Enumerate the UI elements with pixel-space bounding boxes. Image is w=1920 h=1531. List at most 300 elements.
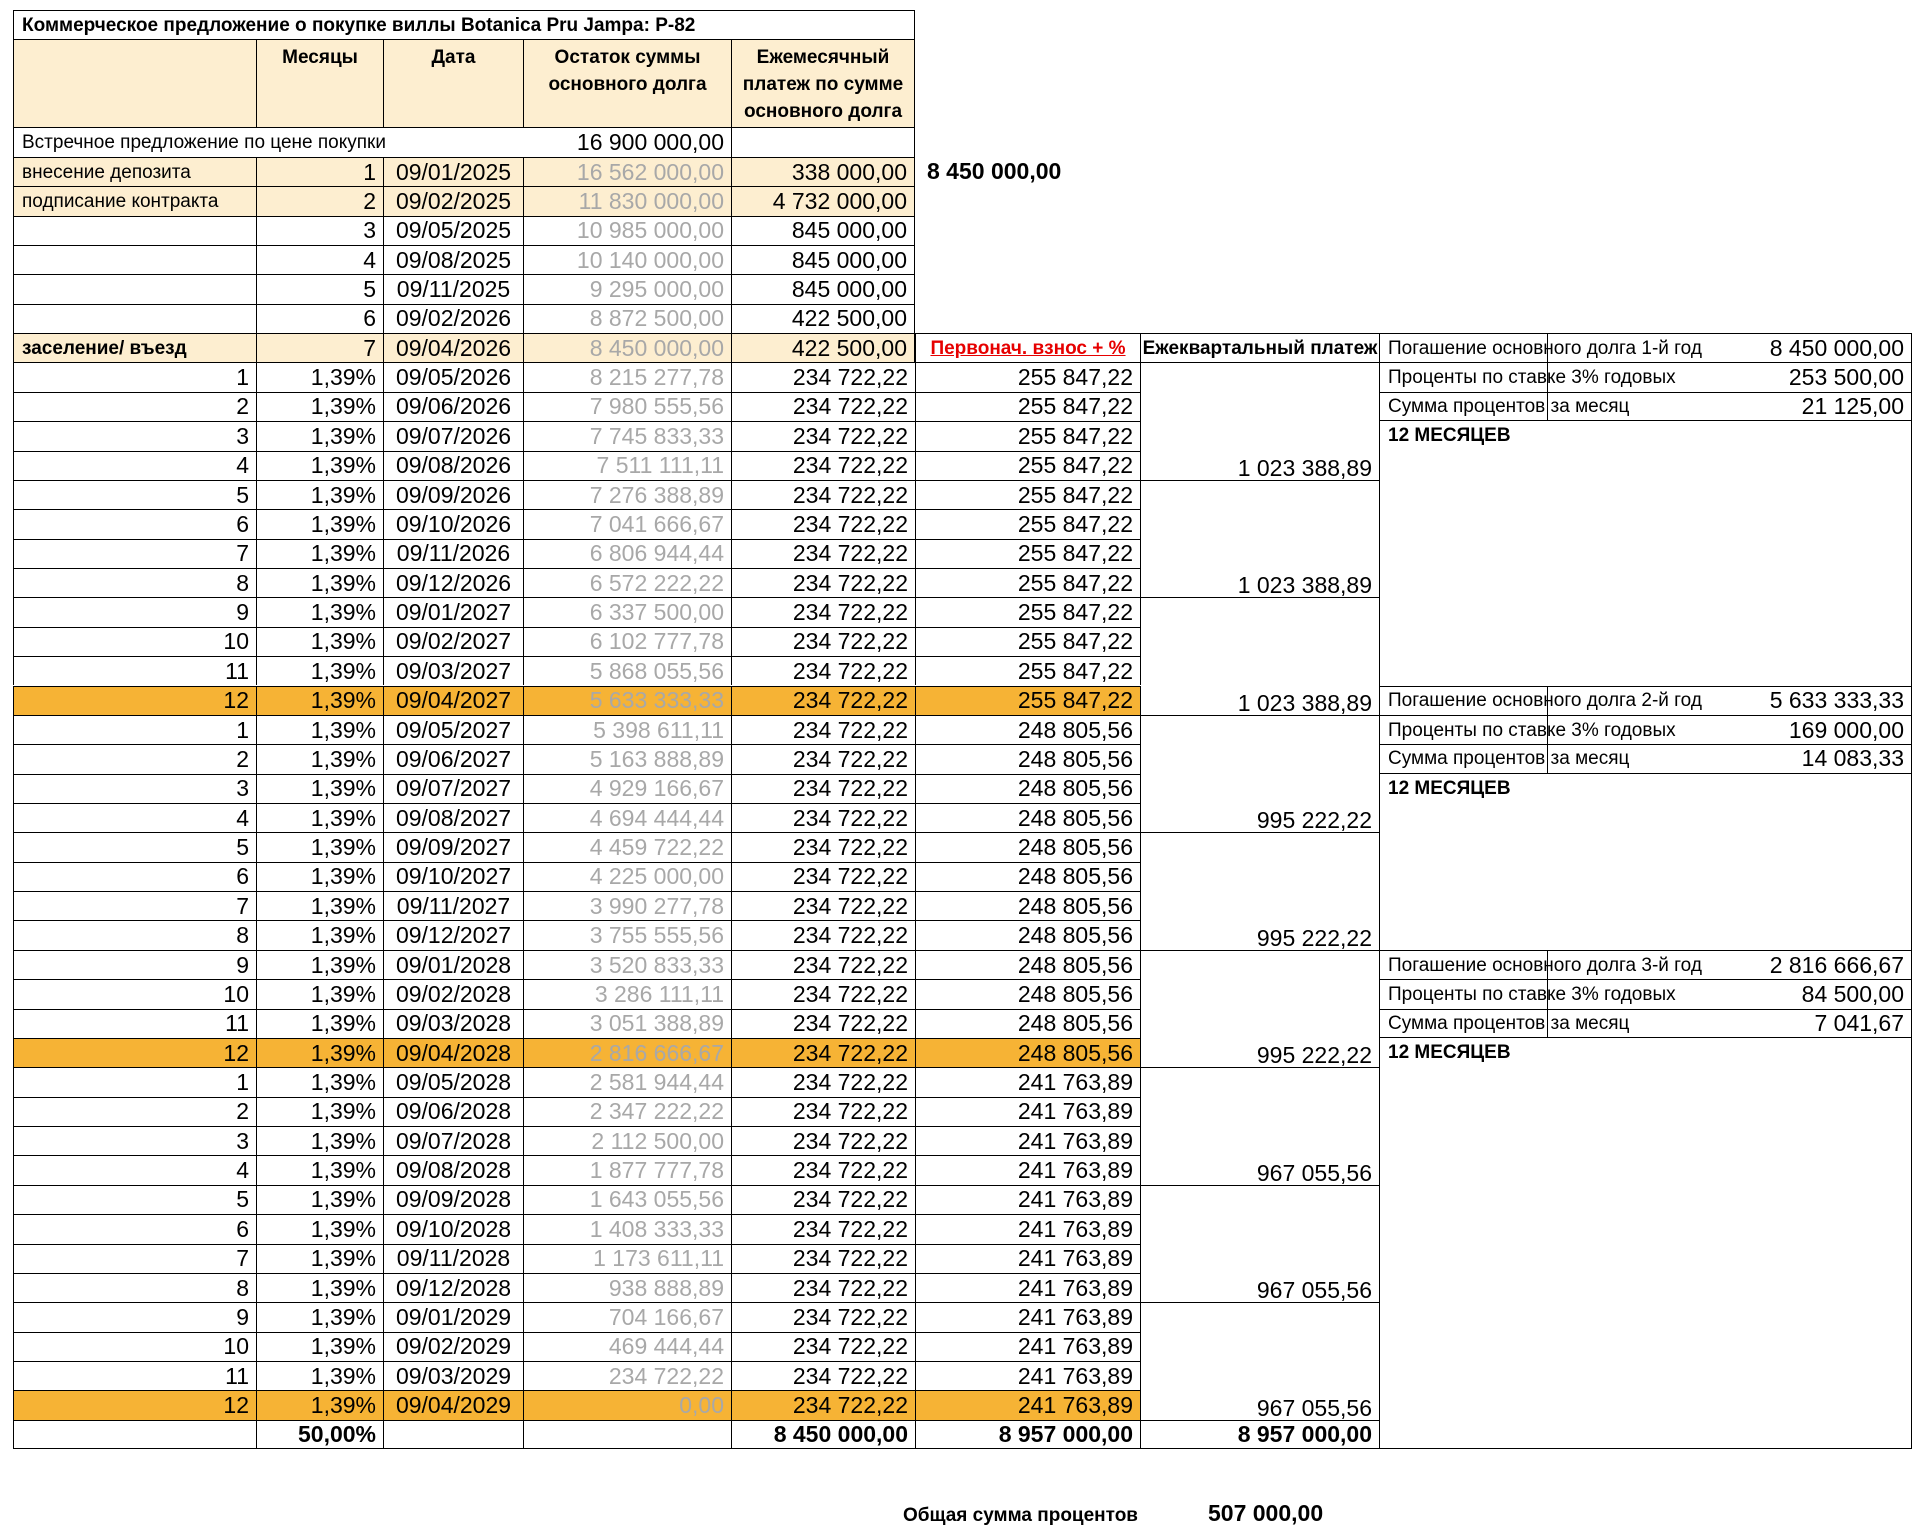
monthly-payment: 234 722,22 — [731, 891, 915, 920]
principal-balance: 4 929 166,67 — [523, 774, 731, 803]
payment-date: 09/02/2025 — [383, 186, 523, 215]
principal-balance: 5 868 055,56 — [523, 656, 731, 685]
payment-with-interest: 241 763,89 — [915, 1126, 1141, 1155]
monthly-payment: 234 722,22 — [731, 744, 915, 773]
interest-percent: 1,39% — [256, 774, 383, 803]
row-number: 3 — [13, 421, 256, 450]
interest-percent: 1,39% — [256, 480, 383, 509]
interest-percent: 1,39% — [256, 392, 383, 421]
summary-monthly-label: Сумма процентов за месяц — [1380, 1009, 1547, 1038]
row-number: 8 — [13, 920, 256, 949]
row-number: 7 — [13, 1244, 256, 1273]
stage-label — [13, 216, 256, 245]
payment-with-interest: 255 847,22 — [915, 568, 1141, 597]
payment-date: 09/11/2028 — [383, 1244, 523, 1273]
payment-date: 09/09/2026 — [383, 480, 523, 509]
stage-label — [13, 245, 256, 274]
summary-principal-label: Погашение основного долга 3-й год — [1380, 950, 1547, 979]
payment-with-interest: 248 805,56 — [915, 774, 1141, 803]
row-number: 10 — [13, 1332, 256, 1361]
total-interest-label: Общая сумма процентов — [902, 1504, 1138, 1526]
header-balance: Остаток суммы основного долга — [523, 39, 731, 127]
totals-blank — [523, 1420, 731, 1449]
monthly-payment: 234 722,22 — [731, 979, 915, 1008]
header-initial: Первонач. взнос + % — [915, 333, 1141, 362]
payment-date: 09/09/2028 — [383, 1185, 523, 1214]
row-number: 5 — [13, 1185, 256, 1214]
summary-interest-label: Проценты по ставке 3% годовых — [1380, 362, 1547, 391]
row-number: 9 — [13, 950, 256, 979]
principal-balance: 4 459 722,22 — [523, 832, 731, 861]
principal-balance: 10 140 000,00 — [523, 245, 731, 274]
summary-interest-value: 84 500,00 — [1547, 979, 1912, 1008]
total-percent: 50,00% — [256, 1420, 383, 1449]
payment-date: 09/04/2028 — [383, 1038, 523, 1067]
payment-date: 09/03/2027 — [383, 656, 523, 685]
interest-percent: 1,39% — [256, 539, 383, 568]
interest-percent: 1,39% — [256, 862, 383, 891]
row-number: 7 — [13, 539, 256, 568]
payment-with-interest: 255 847,22 — [915, 421, 1141, 450]
interest-percent: 1,39% — [256, 1214, 383, 1243]
interest-percent: 1,39% — [256, 950, 383, 979]
principal-balance: 6 572 222,22 — [523, 568, 731, 597]
payment-with-interest: 255 847,22 — [915, 656, 1141, 685]
summary-monthly-value: 7 041,67 — [1547, 1009, 1912, 1038]
payment-with-interest: 248 805,56 — [915, 715, 1141, 744]
payment-date: 09/07/2027 — [383, 774, 523, 803]
month-number: 5 — [256, 274, 383, 303]
payment-date: 09/12/2027 — [383, 920, 523, 949]
monthly-payment: 234 722,22 — [731, 1302, 915, 1331]
payment-with-interest: 241 763,89 — [915, 1244, 1141, 1273]
interest-percent: 1,39% — [256, 568, 383, 597]
monthly-payment: 422 500,00 — [731, 304, 915, 333]
monthly-payment: 234 722,22 — [731, 1155, 915, 1184]
quarterly-payment: 995 222,22 — [1141, 950, 1380, 1067]
row-number: 2 — [13, 744, 256, 773]
monthly-payment: 234 722,22 — [731, 480, 915, 509]
row-number: 3 — [13, 774, 256, 803]
payment-with-interest: 255 847,22 — [915, 539, 1141, 568]
summary-months: 12 МЕСЯЦЕВ — [1388, 1042, 1511, 1064]
summary-interest-label: Проценты по ставке 3% годовых — [1380, 979, 1547, 1008]
row-number: 1 — [13, 1067, 256, 1096]
payment-date: 09/11/2025 — [383, 274, 523, 303]
principal-balance: 8 215 277,78 — [523, 362, 731, 391]
monthly-payment: 422 500,00 — [731, 333, 915, 362]
payment-date: 09/07/2026 — [383, 421, 523, 450]
row-number: 6 — [13, 862, 256, 891]
row-number: 6 — [13, 1214, 256, 1243]
summary-principal-value: 5 633 333,33 — [1547, 686, 1912, 715]
payment-date: 09/08/2025 — [383, 245, 523, 274]
payment-date: 09/05/2026 — [383, 362, 523, 391]
monthly-payment: 234 722,22 — [731, 1273, 915, 1302]
totals-blank — [13, 1420, 256, 1449]
interest-percent: 1,39% — [256, 451, 383, 480]
payment-with-interest: 255 847,22 — [915, 627, 1141, 656]
monthly-payment: 234 722,22 — [731, 950, 915, 979]
quarterly-payment: 1 023 388,89 — [1141, 480, 1380, 597]
principal-balance: 8 450 000,00 — [523, 333, 731, 362]
summary-interest-value: 253 500,00 — [1547, 362, 1912, 391]
interest-percent: 1,39% — [256, 509, 383, 538]
monthly-payment: 234 722,22 — [731, 1332, 915, 1361]
row-number: 11 — [13, 656, 256, 685]
interest-percent: 1,39% — [256, 803, 383, 832]
payment-date: 09/02/2028 — [383, 979, 523, 1008]
header-monthly: Ежемесячный платеж по сумме основного долга — [731, 39, 915, 127]
principal-balance: 1 877 777,78 — [523, 1155, 731, 1184]
row-number: 1 — [13, 362, 256, 391]
principal-balance: 7 276 388,89 — [523, 480, 731, 509]
payment-date: 09/08/2026 — [383, 451, 523, 480]
stage-label: внесение депозита — [13, 157, 256, 186]
summary-principal-value: 2 816 666,67 — [1547, 950, 1912, 979]
monthly-payment: 234 722,22 — [731, 568, 915, 597]
row-number: 2 — [13, 1097, 256, 1126]
interest-percent: 1,39% — [256, 832, 383, 861]
monthly-payment: 234 722,22 — [731, 803, 915, 832]
monthly-payment: 234 722,22 — [731, 1009, 915, 1038]
row-number: 4 — [13, 451, 256, 480]
header-quarterly: Ежеквартальный платеж — [1141, 333, 1380, 362]
quarterly-payment: 1 023 388,89 — [1141, 597, 1380, 714]
principal-balance: 0,00 — [523, 1390, 731, 1419]
summary-principal-label: Погашение основного долга 1-й год — [1380, 333, 1547, 362]
interest-percent: 1,39% — [256, 597, 383, 626]
header-date: Дата — [383, 39, 523, 127]
monthly-payment: 338 000,00 — [731, 157, 915, 186]
principal-balance: 3 051 388,89 — [523, 1009, 731, 1038]
monthly-payment: 234 722,22 — [731, 656, 915, 685]
monthly-payment: 234 722,22 — [731, 1390, 915, 1419]
interest-percent: 1,39% — [256, 627, 383, 656]
payment-with-interest: 241 763,89 — [915, 1067, 1141, 1096]
summary-monthly-value: 14 083,33 — [1547, 744, 1912, 773]
monthly-payment: 234 722,22 — [731, 686, 915, 715]
stage-label: подписание контракта — [13, 186, 256, 215]
month-number: 1 — [256, 157, 383, 186]
monthly-payment: 234 722,22 — [731, 832, 915, 861]
interest-percent: 1,39% — [256, 686, 383, 715]
row-number: 2 — [13, 392, 256, 421]
counter-offer-value: 16 900 000,00 — [523, 127, 731, 156]
payment-date: 09/01/2027 — [383, 597, 523, 626]
monthly-payment: 234 722,22 — [731, 862, 915, 891]
payment-with-interest: 248 805,56 — [915, 832, 1141, 861]
payment-with-interest: 255 847,22 — [915, 451, 1141, 480]
row-number: 8 — [13, 568, 256, 597]
payment-date: 09/01/2029 — [383, 1302, 523, 1331]
interest-percent: 1,39% — [256, 1097, 383, 1126]
principal-balance: 2 816 666,67 — [523, 1038, 731, 1067]
month-number: 3 — [256, 216, 383, 245]
principal-balance: 2 347 222,22 — [523, 1097, 731, 1126]
interest-percent: 1,39% — [256, 1155, 383, 1184]
principal-balance: 5 398 611,11 — [523, 715, 731, 744]
monthly-payment: 234 722,22 — [731, 1038, 915, 1067]
interest-percent: 1,39% — [256, 1244, 383, 1273]
principal-balance: 3 286 111,11 — [523, 979, 731, 1008]
stage-label — [13, 274, 256, 303]
interest-percent: 1,39% — [256, 1332, 383, 1361]
principal-balance: 7 041 666,67 — [523, 509, 731, 538]
principal-balance: 1 643 055,56 — [523, 1185, 731, 1214]
stage-label: заселение/ въезд — [13, 333, 256, 362]
payment-with-interest: 248 805,56 — [915, 803, 1141, 832]
row-number: 4 — [13, 803, 256, 832]
principal-balance: 938 888,89 — [523, 1273, 731, 1302]
interest-percent: 1,39% — [256, 979, 383, 1008]
principal-balance: 704 166,67 — [523, 1302, 731, 1331]
payment-date: 09/03/2029 — [383, 1361, 523, 1390]
principal-balance: 8 872 500,00 — [523, 304, 731, 333]
row-number: 9 — [13, 1302, 256, 1331]
principal-balance: 5 163 888,89 — [523, 744, 731, 773]
payment-date: 09/11/2027 — [383, 891, 523, 920]
row-number: 7 — [13, 891, 256, 920]
principal-balance: 7 745 833,33 — [523, 421, 731, 450]
interest-percent: 1,39% — [256, 744, 383, 773]
interest-percent: 1,39% — [256, 421, 383, 450]
monthly-payment: 845 000,00 — [731, 245, 915, 274]
summary-monthly-label: Сумма процентов за месяц — [1380, 392, 1547, 421]
month-number: 4 — [256, 245, 383, 274]
payment-with-interest: 248 805,56 — [915, 950, 1141, 979]
row-number: 12 — [13, 1038, 256, 1067]
document-title: Коммерческое предложение о покупке виллы Botanica Pru Jampa: P-82 — [13, 10, 915, 39]
row-number: 5 — [13, 832, 256, 861]
row-number: 10 — [13, 979, 256, 1008]
payment-with-interest: 241 763,89 — [915, 1302, 1141, 1331]
interest-percent: 1,39% — [256, 362, 383, 391]
interest-percent: 1,39% — [256, 891, 383, 920]
stage-label — [13, 304, 256, 333]
monthly-payment: 234 722,22 — [731, 509, 915, 538]
payment-date: 09/04/2029 — [383, 1390, 523, 1419]
principal-balance: 5 633 333,33 — [523, 686, 731, 715]
row-number: 1 — [13, 715, 256, 744]
payment-with-interest: 241 763,89 — [915, 1185, 1141, 1214]
payment-date: 09/01/2025 — [383, 157, 523, 186]
monthly-payment: 845 000,00 — [731, 216, 915, 245]
total-quarterly: 8 957 000,00 — [1141, 1420, 1380, 1449]
summary-interest-value: 169 000,00 — [1547, 715, 1912, 744]
principal-balance: 1 408 333,33 — [523, 1214, 731, 1243]
payment-date: 09/08/2028 — [383, 1155, 523, 1184]
total-with-interest: 8 957 000,00 — [915, 1420, 1141, 1449]
side-total: 8 450 000,00 — [927, 158, 1062, 185]
header-months: Месяцы — [256, 39, 383, 127]
payment-with-interest: 248 805,56 — [915, 1038, 1141, 1067]
row-number: 11 — [13, 1009, 256, 1038]
counter-offer-blank — [731, 127, 915, 156]
principal-balance: 3 990 277,78 — [523, 891, 731, 920]
payment-with-interest: 241 763,89 — [915, 1332, 1141, 1361]
counter-offer-label: Встречное предложение по цене покупки — [13, 127, 731, 156]
payment-with-interest: 241 763,89 — [915, 1361, 1141, 1390]
monthly-payment: 234 722,22 — [731, 1097, 915, 1126]
principal-balance: 3 520 833,33 — [523, 950, 731, 979]
payment-date: 09/09/2027 — [383, 832, 523, 861]
row-number: 10 — [13, 627, 256, 656]
principal-balance: 7 980 555,56 — [523, 392, 731, 421]
totals-blank — [383, 1420, 523, 1449]
payment-with-interest: 248 805,56 — [915, 891, 1141, 920]
principal-balance: 2 581 944,44 — [523, 1067, 731, 1096]
payment-date: 09/10/2026 — [383, 509, 523, 538]
payment-with-interest: 248 805,56 — [915, 920, 1141, 949]
interest-percent: 1,39% — [256, 1067, 383, 1096]
row-number: 5 — [13, 480, 256, 509]
payment-date: 09/11/2026 — [383, 539, 523, 568]
payment-with-interest: 241 763,89 — [915, 1097, 1141, 1126]
quarterly-payment: 967 055,56 — [1141, 1302, 1380, 1419]
quarterly-payment: 967 055,56 — [1141, 1067, 1380, 1184]
summary-months: 12 МЕСЯЦЕВ — [1388, 425, 1511, 447]
payment-date: 09/12/2028 — [383, 1273, 523, 1302]
principal-balance: 4 694 444,44 — [523, 803, 731, 832]
monthly-payment: 234 722,22 — [731, 597, 915, 626]
principal-balance: 10 985 000,00 — [523, 216, 731, 245]
quarterly-payment: 995 222,22 — [1141, 832, 1380, 949]
interest-percent: 1,39% — [256, 715, 383, 744]
principal-balance: 6 102 777,78 — [523, 627, 731, 656]
payment-with-interest: 255 847,22 — [915, 597, 1141, 626]
principal-balance: 6 337 500,00 — [523, 597, 731, 626]
row-number: 4 — [13, 1155, 256, 1184]
payment-date: 09/10/2027 — [383, 862, 523, 891]
payment-date: 09/05/2027 — [383, 715, 523, 744]
row-number: 12 — [13, 686, 256, 715]
quarterly-payment: 1 023 388,89 — [1141, 362, 1380, 479]
row-number: 6 — [13, 509, 256, 538]
principal-balance: 16 562 000,00 — [523, 157, 731, 186]
row-number: 9 — [13, 597, 256, 626]
payment-with-interest: 255 847,22 — [915, 509, 1141, 538]
interest-percent: 1,39% — [256, 920, 383, 949]
interest-percent: 1,39% — [256, 1361, 383, 1390]
monthly-payment: 234 722,22 — [731, 1126, 915, 1155]
payment-with-interest: 241 763,89 — [915, 1155, 1141, 1184]
payment-with-interest: 255 847,22 — [915, 686, 1141, 715]
header-blank — [13, 39, 256, 127]
payment-with-interest: 248 805,56 — [915, 979, 1141, 1008]
principal-balance: 1 173 611,11 — [523, 1244, 731, 1273]
principal-balance: 4 225 000,00 — [523, 862, 731, 891]
interest-percent: 1,39% — [256, 656, 383, 685]
payment-date: 09/05/2028 — [383, 1067, 523, 1096]
monthly-payment: 234 722,22 — [731, 539, 915, 568]
payment-date: 09/03/2028 — [383, 1009, 523, 1038]
payment-with-interest: 255 847,22 — [915, 480, 1141, 509]
payment-date: 09/01/2028 — [383, 950, 523, 979]
total-interest-value: 507 000,00 — [1208, 1499, 1324, 1526]
principal-balance: 469 444,44 — [523, 1332, 731, 1361]
payment-with-interest: 255 847,22 — [915, 362, 1141, 391]
principal-balance: 234 722,22 — [523, 1361, 731, 1390]
interest-percent: 1,39% — [256, 1038, 383, 1067]
monthly-payment: 234 722,22 — [731, 627, 915, 656]
payment-with-interest: 248 805,56 — [915, 862, 1141, 891]
payment-date: 09/06/2028 — [383, 1097, 523, 1126]
payment-with-interest: 255 847,22 — [915, 392, 1141, 421]
payment-with-interest: 241 763,89 — [915, 1214, 1141, 1243]
principal-balance: 6 806 944,44 — [523, 539, 731, 568]
interest-percent: 1,39% — [256, 1390, 383, 1419]
interest-percent: 1,39% — [256, 1126, 383, 1155]
summary-monthly-label: Сумма процентов за месяц — [1380, 744, 1547, 773]
monthly-payment: 234 722,22 — [731, 1361, 915, 1390]
payment-with-interest: 248 805,56 — [915, 744, 1141, 773]
principal-balance: 11 830 000,00 — [523, 186, 731, 215]
payment-with-interest: 248 805,56 — [915, 1009, 1141, 1038]
monthly-payment: 845 000,00 — [731, 274, 915, 303]
monthly-payment: 234 722,22 — [731, 1244, 915, 1273]
payment-date: 09/04/2027 — [383, 686, 523, 715]
principal-balance: 3 755 555,56 — [523, 920, 731, 949]
month-number: 2 — [256, 186, 383, 215]
monthly-payment: 234 722,22 — [731, 1214, 915, 1243]
quarterly-payment: 967 055,56 — [1141, 1185, 1380, 1302]
monthly-payment: 234 722,22 — [731, 1067, 915, 1096]
row-number: 11 — [13, 1361, 256, 1390]
payment-date: 09/07/2028 — [383, 1126, 523, 1155]
payment-date: 09/02/2026 — [383, 304, 523, 333]
principal-balance: 2 112 500,00 — [523, 1126, 731, 1155]
payment-date: 09/12/2026 — [383, 568, 523, 597]
payment-date: 09/08/2027 — [383, 803, 523, 832]
payment-with-interest: 241 763,89 — [915, 1390, 1141, 1419]
month-number: 7 — [256, 333, 383, 362]
payment-date: 09/05/2025 — [383, 216, 523, 245]
monthly-payment: 234 722,22 — [731, 715, 915, 744]
principal-balance: 9 295 000,00 — [523, 274, 731, 303]
payment-with-interest: 241 763,89 — [915, 1273, 1141, 1302]
payment-date: 09/10/2028 — [383, 1214, 523, 1243]
payment-date: 09/02/2027 — [383, 627, 523, 656]
row-number: 12 — [13, 1390, 256, 1419]
monthly-payment: 234 722,22 — [731, 421, 915, 450]
payment-date: 09/06/2026 — [383, 392, 523, 421]
monthly-payment: 4 732 000,00 — [731, 186, 915, 215]
principal-balance: 7 511 111,11 — [523, 451, 731, 480]
summary-principal-label: Погашение основного долга 2-й год — [1380, 686, 1547, 715]
monthly-payment: 234 722,22 — [731, 451, 915, 480]
payment-date: 09/06/2027 — [383, 744, 523, 773]
interest-percent: 1,39% — [256, 1185, 383, 1214]
monthly-payment: 234 722,22 — [731, 362, 915, 391]
monthly-payment: 234 722,22 — [731, 392, 915, 421]
payment-date: 09/04/2026 — [383, 333, 523, 362]
row-number: 3 — [13, 1126, 256, 1155]
total-principal: 8 450 000,00 — [731, 1420, 915, 1449]
payment-date: 09/02/2029 — [383, 1332, 523, 1361]
month-number: 6 — [256, 304, 383, 333]
summary-monthly-value: 21 125,00 — [1547, 392, 1912, 421]
summary-months: 12 МЕСЯЦЕВ — [1388, 777, 1511, 799]
interest-percent: 1,39% — [256, 1273, 383, 1302]
row-number: 8 — [13, 1273, 256, 1302]
summary-interest-label: Проценты по ставке 3% годовых — [1380, 715, 1547, 744]
monthly-payment: 234 722,22 — [731, 774, 915, 803]
monthly-payment: 234 722,22 — [731, 1185, 915, 1214]
monthly-payment: 234 722,22 — [731, 920, 915, 949]
summary-principal-value: 8 450 000,00 — [1547, 333, 1912, 362]
interest-percent: 1,39% — [256, 1009, 383, 1038]
